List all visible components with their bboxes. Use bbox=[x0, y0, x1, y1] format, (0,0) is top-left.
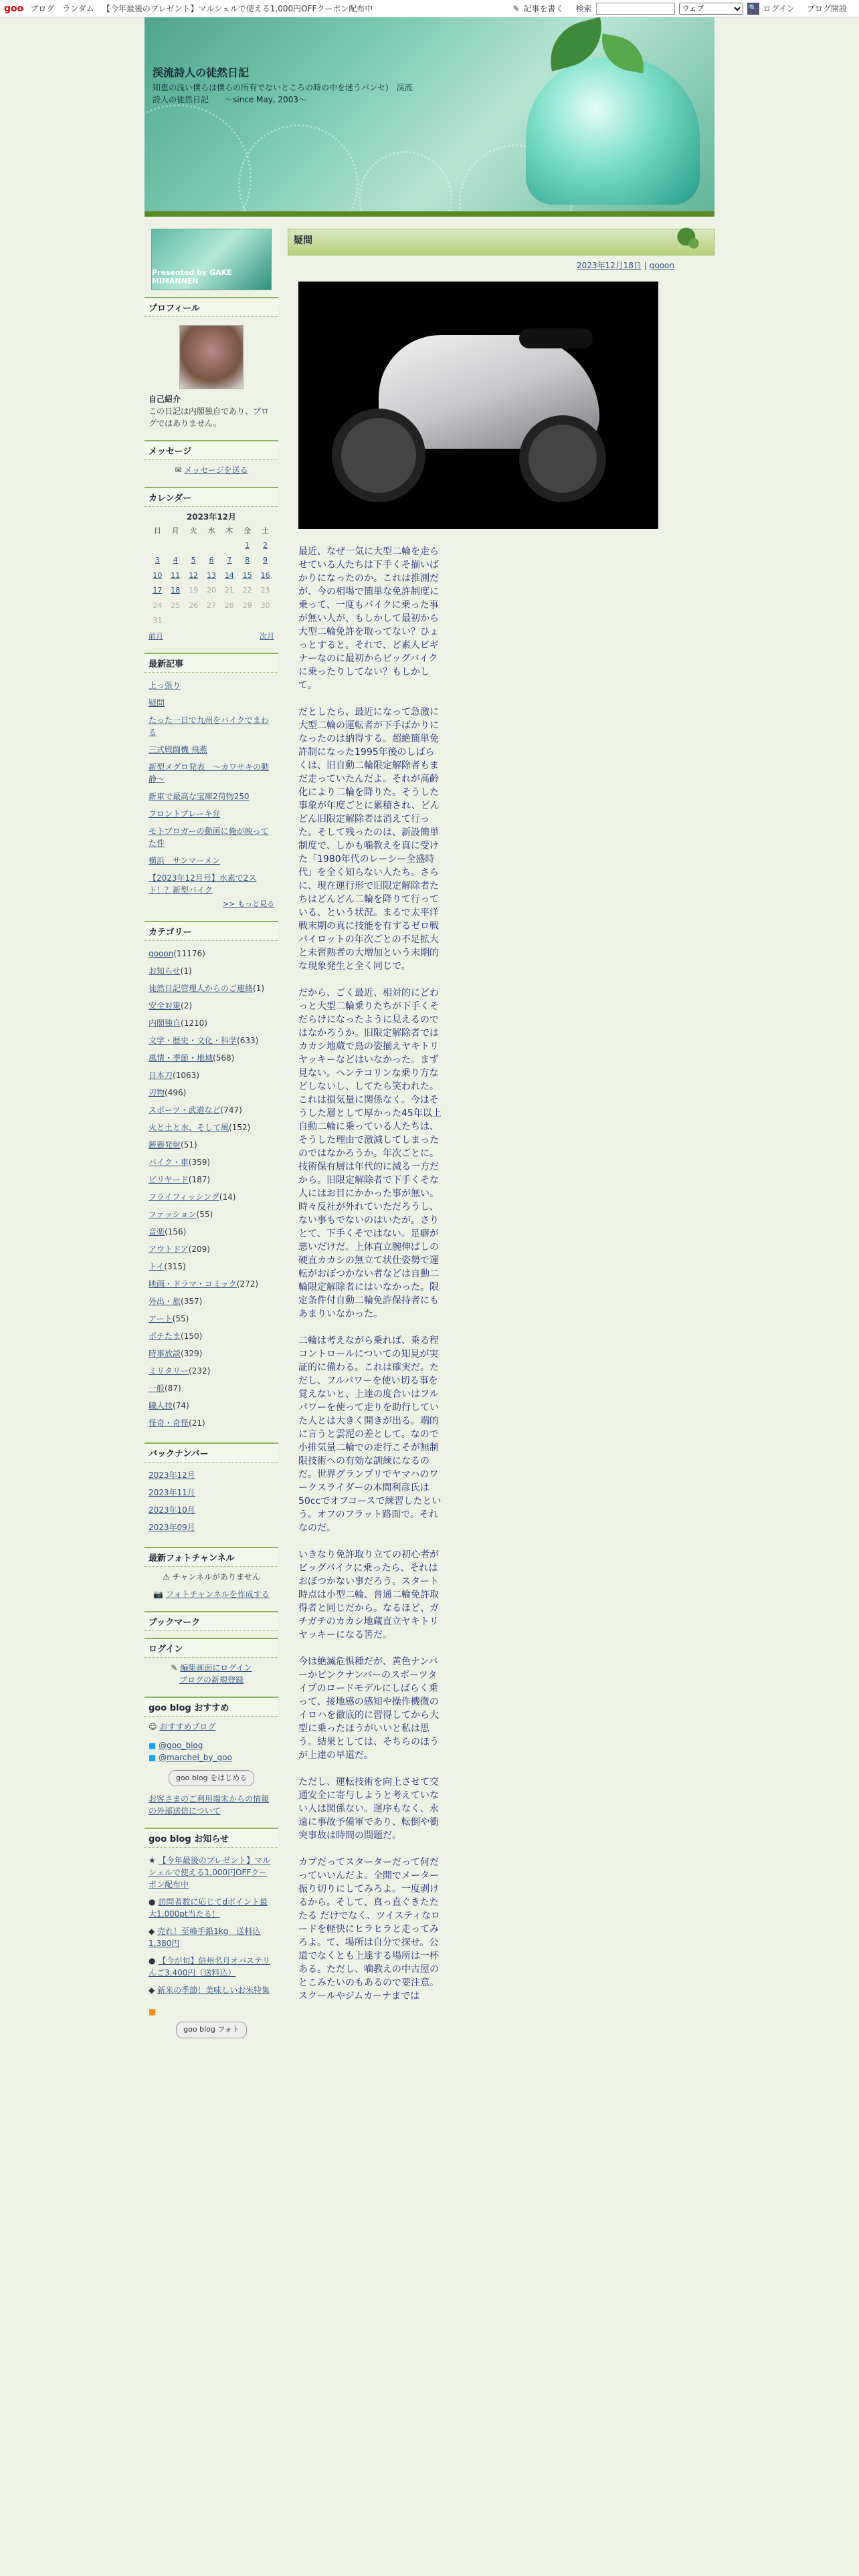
category-link[interactable]: 内閣独自 bbox=[149, 1018, 181, 1028]
recent-post-link[interactable]: 【2023年12月号】水素で2スト！？新型バイク bbox=[149, 873, 257, 895]
category-list bbox=[149, 945, 274, 1432]
category-count: (359) bbox=[188, 1157, 211, 1167]
calendar-day-link[interactable]: 4 bbox=[173, 556, 178, 564]
send-message-link[interactable]: メッセージを送る bbox=[184, 465, 248, 475]
front-wheel-shape bbox=[332, 409, 425, 502]
category-link[interactable]: gooon bbox=[149, 948, 174, 958]
category-count: (51) bbox=[181, 1140, 197, 1150]
recent-post-link[interactable]: たった一日で九州をバイクでまわる bbox=[149, 716, 269, 737]
calendar-day bbox=[185, 613, 203, 629]
calendar-day: 19 bbox=[189, 586, 199, 595]
category-link[interactable]: バイク・車 bbox=[149, 1157, 189, 1167]
calendar-day-link[interactable]: 17 bbox=[153, 586, 163, 595]
no-channel-text: チャンネルがありません bbox=[172, 1572, 260, 1582]
motorcycle-seat-shape bbox=[519, 328, 593, 348]
category-link[interactable]: 音楽 bbox=[149, 1226, 165, 1237]
calendar-day-link[interactable]: 14 bbox=[224, 570, 234, 580]
category-count: (11176) bbox=[173, 948, 205, 958]
category-link[interactable]: 火と土と水、そして風 bbox=[149, 1122, 229, 1132]
lace-decoration bbox=[359, 151, 452, 211]
category-link[interactable]: 外出・旅 bbox=[149, 1296, 181, 1306]
article-paragraph: 今は絶滅危惧種だが、黄色ナンバーかピンクナンバーのスポーツタイプのロードモデルにしばらく乗って、接地感の感知や操作機微のイロハを徹底的に習得してから大型に乗ったほうがいいと私は思う。結果としては、そちらのほうが上達の早道だ。 bbox=[298, 1656, 439, 1761]
calendar-day-link[interactable]: 1 bbox=[245, 540, 250, 550]
open-blog-link[interactable]: ブログ開設 bbox=[806, 4, 847, 13]
calendar-day bbox=[256, 613, 274, 629]
calendar-day: 24 bbox=[153, 601, 163, 610]
category-count: (2) bbox=[181, 1000, 193, 1010]
star-icon: ★ bbox=[149, 1856, 156, 1865]
article-paragraph: だから、ごく最近、相対的にどわっと大型二輪乗りたちが下手くそだらけになったように見えるのではなかろうか。旧限定解除者ではカカシ地蔵で鳥の姿揃えヤキトリヤッキーなどはいなかった。まず見ない。ヘンテコリンな乗り方などしないし、してたら笑われた。これは損気量に関係なく。今はそうした層として厚かった45年以上自動二輪に乗っている人たちは、そうした理由で激減してしまったのではなかろうか。年次ごとに。技術保有層は年代的に減る一方だから。旧限定解除者で下手くそな人にはお目にかかった事が無い。時々反社が外れていただろうし、ない事もでないのはいたが。さりとて、下手くそではない。足癖が悪いだけだ。上体直立腕伸ばしの硬直カカシの無立て状仕姿勢で運転がおぼつかない者などは自動二輪限定解除者にはいなかった。限定条件付自動二輪免許保持者にもあまりいなかった。 bbox=[298, 988, 442, 1319]
calendar-day: 28 bbox=[224, 601, 234, 610]
rice-icon: ◆ bbox=[149, 1985, 155, 1995]
recent-post-link[interactable]: 新型メグロ発表 〜カワサキの動静〜 bbox=[149, 762, 270, 784]
backnumber-heading: バックナンバー bbox=[145, 1442, 278, 1463]
category-count: (21) bbox=[189, 1418, 205, 1428]
article-paragraph: 二輪は考えながら乗れば、乗る程コントロールについての知見が実証的に備わる。これは確実だ。ただし、フルパワーを使い切る事を覚えないと、上達の度合いはフルパワーを使って走りを助行していた人とは大きく開きが出る。端的に言うと雲泥の差として。なので小排気量二輪での走行こそが無制限技術への有効な訓練になるのだ。世界グランプリでヤマハのワークスライダーの本間利彦氏は50ccでオフコースで練習したという。オフのフラット路面で。それなのだ。 bbox=[298, 1335, 442, 1533]
envelope-icon: ✉ bbox=[175, 465, 182, 475]
toolbar-link-blog[interactable]: ブログ bbox=[30, 4, 55, 13]
category-link[interactable]: ファッション bbox=[149, 1209, 197, 1219]
category-count: (152) bbox=[229, 1122, 251, 1132]
calendar-day: 20 bbox=[206, 586, 216, 595]
goo-news-heading: goo blog お知らせ bbox=[145, 1828, 278, 1848]
news-link[interactable]: 【今が旬】信州名月オバステリんご3,400円（送料込） bbox=[149, 1956, 270, 1977]
category-box bbox=[145, 921, 278, 1436]
blog-header bbox=[145, 17, 714, 211]
category-count: (156) bbox=[165, 1226, 187, 1237]
calendar-caption: 2023年12月 bbox=[186, 512, 237, 522]
category-link[interactable]: 怪奇・奇怪 bbox=[149, 1418, 189, 1428]
calendar-day bbox=[203, 538, 221, 554]
calendar-day bbox=[238, 613, 256, 629]
twitter-icon: ■ bbox=[149, 1740, 157, 1750]
category-count: (232) bbox=[189, 1366, 211, 1376]
post-date-link[interactable]: 2023年12月18日 bbox=[576, 261, 642, 270]
calendar-day: 30 bbox=[260, 601, 270, 610]
category-link[interactable]: 銃器発射 bbox=[149, 1140, 181, 1150]
sidebar bbox=[145, 229, 278, 2049]
category-count: (315) bbox=[164, 1261, 186, 1271]
category-link[interactable]: スポーツ・武道など bbox=[149, 1105, 221, 1115]
camera-icon: 📷 bbox=[153, 1589, 164, 1599]
recent-posts-heading: 最新記事 bbox=[145, 653, 278, 673]
category-link[interactable]: 刃物 bbox=[149, 1087, 165, 1097]
photo-channel-heading: 最新フォトチャンネル bbox=[145, 1547, 278, 1567]
recent-post-link[interactable]: フロントブレーキ弁 bbox=[149, 809, 221, 819]
category-count: (55) bbox=[172, 1313, 189, 1323]
category-link[interactable]: アウトドア bbox=[149, 1244, 189, 1254]
toolbar-link-promo[interactable]: 【今年最後のプレゼント】マルシェルで使える1,000円OFFクーポン配布中 bbox=[102, 4, 373, 13]
more-posts-link[interactable]: >> もっと見る bbox=[223, 899, 274, 908]
recent-post-link[interactable]: 三式戦闘機 飛燕 bbox=[149, 745, 207, 754]
goo-recommend-heading: goo blog おすすめ bbox=[145, 1697, 278, 1717]
calendar-day bbox=[220, 613, 238, 629]
weekday: 水 bbox=[207, 526, 215, 535]
goo-recommend-box bbox=[145, 1697, 278, 1822]
apple-icon: ● bbox=[149, 1956, 156, 1965]
login-box bbox=[145, 1638, 278, 1690]
article-paragraph: カブだってスターターだって何だっていいんだよ。全開でメーター振り切りにしてみろよ。一度剥けるから。そして、真っ直ぐきたたたる だけでなく、ツイスティなロードを軽快にヒラヒラと走ってみろよ。て、場所は自分で探せ。公道でなくとも上達する場所は一杯ある。ただし、噛教えの中古屋のとこみたいのもあるので要注意。スクールやジムカーナまでは bbox=[298, 1857, 440, 2002]
calendar-day-link[interactable]: 6 bbox=[209, 556, 214, 564]
category-link[interactable]: 徒然日記管理人からのご連絡 bbox=[149, 983, 254, 993]
news-link[interactable]: 【今年最後のプレゼント】マルシェルで使える1,000円OFFクーポン配布中 bbox=[149, 1856, 271, 1889]
twitter-link-marchel[interactable]: @marchel_by_goo bbox=[159, 1752, 232, 1762]
backnumber-box bbox=[145, 1442, 278, 1540]
toolbar-link-random[interactable]: ランダム bbox=[62, 4, 94, 13]
profile-box bbox=[145, 297, 278, 433]
goo-toolbar bbox=[0, 0, 859, 17]
main-content bbox=[288, 229, 714, 2016]
weekday: 木 bbox=[225, 526, 233, 535]
calendar-day-link[interactable]: 8 bbox=[245, 556, 250, 564]
backnumber-link[interactable]: 2023年12月 bbox=[149, 1470, 195, 1480]
backnumber-link[interactable]: 2023年10月 bbox=[149, 1505, 195, 1515]
category-count: (633) bbox=[237, 1035, 259, 1045]
calendar-day-link[interactable]: 10 bbox=[153, 570, 163, 580]
photo-channel-box bbox=[145, 1547, 278, 1604]
calendar-day-link[interactable]: 9 bbox=[263, 556, 268, 564]
bookmark-heading: ブックマーク bbox=[145, 1611, 278, 1631]
blog-title[interactable]: 渓流詩人の徒然日記 bbox=[153, 66, 250, 79]
category-link[interactable]: お知らせ bbox=[149, 966, 181, 976]
category-count: (747) bbox=[220, 1105, 242, 1115]
category-count: (496) bbox=[165, 1087, 187, 1097]
avatar[interactable] bbox=[179, 325, 244, 389]
weekday: 土 bbox=[262, 526, 270, 535]
article-paragraph: ただし、運転技術を向上させて交通安全に寄与しようと考えていない人は関係ない。運序もなく、永遠に事故予備軍であり、転倒や衝突事故は時間の問題だ。 bbox=[298, 1777, 439, 1841]
category-link[interactable]: 職人技 bbox=[149, 1400, 173, 1410]
calendar-day bbox=[220, 538, 238, 554]
category-link[interactable]: トイ bbox=[149, 1261, 165, 1271]
intro-label: 自己紹介 bbox=[149, 395, 181, 404]
calendar-day-link[interactable]: 18 bbox=[171, 586, 181, 595]
calendar-day: 26 bbox=[189, 601, 199, 610]
category-link[interactable]: 一般 bbox=[149, 1383, 165, 1393]
calendar-day: 22 bbox=[242, 586, 252, 595]
article-paragraph: だとしたら、最近になって急激に大型二輪の運転者が下手ばかりになったのは納得する。超絶簡単免許制になった1995年後のしばらくは、旧自動二輪限定解除者もまだ走っていたんだよ。それが高齢化により二輪を降りた。そうした事象が年度ごとに累積され、どんどん旧限定解除者は消えて行った。そして残ったのは、新設簡単制度で、しかも噛教えを真に受けた「1980年代のレーシー全盛時代」を全く知らない人たち。さらに、現在運行形で旧限定解除者たちはどんどん二輪を降りて行っている、という状況。まるで太平洋戦末期の真に技能を有するゼロ戦パイロットの年次ごとの不足拡大と未習熟者の大増加という末期的な現象発生と全く同じで。 bbox=[298, 707, 440, 972]
banner-text: Presented by GAKE MIMANNEN bbox=[152, 268, 232, 286]
article-paragraph: 最近、なぜ一気に大型二輪を走らせている人たちは下手くそ揃いばかりになったのか。これは推測だが、今の相場で簡単な免許制度に乗って、一度もバイクに乗った事が無い人が、もしかして最初から大型二輪免許を取ってない？ひょっとすると。それで、ど素人ビギナーなのに最初からビッグバイクに乗ったりしてない？もしかして。 bbox=[298, 546, 439, 691]
goo-news-box bbox=[145, 1828, 278, 2042]
category-count: (1063) bbox=[173, 1070, 199, 1080]
calendar-day: 29 bbox=[242, 601, 252, 610]
category-count: (209) bbox=[188, 1244, 210, 1254]
search-input[interactable] bbox=[596, 3, 675, 15]
post-title: 疑問 bbox=[294, 235, 312, 246]
recommend-blog-link[interactable]: おすすめブログ bbox=[159, 1721, 216, 1731]
twitter-icon: ■ bbox=[149, 1752, 157, 1762]
message-heading: メッセージ bbox=[145, 440, 278, 460]
external-info-link[interactable]: お客さまのご利用端末からの情報の外部送信について bbox=[149, 1794, 270, 1816]
calendar-day: 21 bbox=[224, 586, 234, 595]
goo-blog-photo-button[interactable]: goo blog フォト bbox=[176, 2022, 247, 2038]
category-link[interactable]: フライフィッシング bbox=[149, 1192, 219, 1202]
news-link[interactable]: 新米の季節！美味しいお米特集 bbox=[157, 1985, 270, 1995]
calendar-day-link[interactable]: 13 bbox=[206, 570, 216, 580]
weekday: 日 bbox=[153, 526, 161, 535]
prev-month-link[interactable]: 前月 bbox=[149, 631, 163, 641]
weekday: 火 bbox=[189, 526, 197, 535]
rear-wheel-shape bbox=[519, 415, 606, 502]
sidebar-banner[interactable] bbox=[151, 229, 272, 290]
calendar-day bbox=[167, 613, 185, 629]
calendar-day bbox=[185, 538, 203, 554]
recent-post-link[interactable]: 疑問 bbox=[149, 698, 165, 708]
calendar-day bbox=[149, 538, 167, 554]
calendar-day: 27 bbox=[206, 601, 216, 610]
category-link[interactable]: ビリヤード bbox=[149, 1174, 189, 1184]
category-count: (1) bbox=[253, 983, 265, 993]
calendar-day-link[interactable]: 5 bbox=[191, 556, 196, 564]
calendar-day bbox=[167, 538, 185, 554]
login-link[interactable]: ログイン bbox=[763, 4, 795, 13]
calendar-day-link[interactable]: 11 bbox=[171, 570, 181, 580]
category-count: (87) bbox=[165, 1383, 181, 1393]
article-paragraph: いきなり免許取り立ての初心者がビッグバイクに乗ったら、それはおぼつかない事だろう。スタート時点は小型二輪、普通二輪免許取得者と同じだから。なるほど、ガチガチのカカシ地蔵直立ヤキトリヤッキーになる筈だ。 bbox=[298, 1549, 439, 1640]
coin-icon: ● bbox=[149, 1897, 156, 1907]
category-count: (272) bbox=[236, 1279, 259, 1289]
category-link[interactable]: 文学・歴史・文化・科学 bbox=[149, 1035, 237, 1045]
search-button[interactable]: 🔍 bbox=[747, 3, 759, 15]
backnumber-link[interactable]: 2023年11月 bbox=[149, 1487, 195, 1497]
calendar-box bbox=[145, 487, 278, 646]
create-channel-link[interactable]: フォトチャンネルを作成する bbox=[166, 1589, 270, 1599]
leaf-corner-decoration bbox=[675, 227, 712, 260]
category-link[interactable]: ポチたま bbox=[149, 1331, 181, 1341]
category-count: (1210) bbox=[181, 1018, 207, 1028]
category-count: (150) bbox=[181, 1331, 203, 1341]
calendar-table bbox=[149, 524, 274, 629]
weekday: 月 bbox=[171, 526, 179, 535]
intro-text: この日記は内閣独自であり、ブログではありません。 bbox=[149, 407, 270, 428]
category-count: (329) bbox=[181, 1348, 203, 1358]
calendar-heading: カレンダー bbox=[145, 487, 278, 507]
message-box bbox=[145, 440, 278, 480]
calendar-day-link[interactable]: 15 bbox=[242, 570, 252, 580]
backnumber-link[interactable]: 2023年09月 bbox=[149, 1522, 195, 1532]
lace-decoration bbox=[145, 104, 252, 211]
twitter-link-goo[interactable]: @goo_blog bbox=[159, 1740, 203, 1750]
write-article-link[interactable]: 記事を書く bbox=[523, 4, 564, 13]
start-goo-blog-button[interactable]: goo blog をはじめる bbox=[169, 1770, 254, 1787]
category-link[interactable]: ミリタリー bbox=[149, 1366, 189, 1376]
calendar-day-link[interactable]: 3 bbox=[155, 556, 160, 564]
recent-post-link[interactable]: 横浜 サンマーメン bbox=[149, 856, 220, 865]
register-blog-link[interactable]: ブログの新規登録 bbox=[179, 1675, 244, 1685]
calendar-day-link[interactable]: 12 bbox=[189, 570, 199, 580]
pen-icon: ✎ bbox=[171, 1662, 178, 1673]
calendar-day: 23 bbox=[260, 586, 270, 595]
category-count: (55) bbox=[196, 1209, 213, 1219]
recent-post-link[interactable]: モトブロガーの動画に俺が映ってた件 bbox=[149, 827, 269, 848]
calendar-day: 25 bbox=[171, 601, 181, 610]
news-link[interactable]: 訪問者数に応じてdポイント最大1,000pt当たる！ bbox=[149, 1897, 268, 1919]
motorcycle-photo[interactable] bbox=[298, 282, 658, 529]
bookmark-box bbox=[145, 1611, 278, 1631]
post-meta: 2023年12月18日 | gooon bbox=[576, 261, 674, 270]
edit-login-link[interactable]: 編集画面にログイン bbox=[180, 1662, 252, 1673]
category-link[interactable]: 風情・季節・地域 bbox=[149, 1053, 213, 1063]
category-link[interactable]: アート bbox=[149, 1313, 173, 1323]
category-link[interactable]: 映画・ドラマ・コミック bbox=[149, 1279, 237, 1289]
recent-posts-box bbox=[145, 653, 278, 914]
toolbar-right bbox=[512, 3, 855, 15]
header-drink-image bbox=[526, 58, 700, 205]
category-count: (14) bbox=[219, 1192, 236, 1202]
calendar-day-link[interactable]: 16 bbox=[260, 570, 270, 580]
smile-icon: ☺ bbox=[149, 1721, 157, 1731]
calendar-day bbox=[203, 613, 221, 629]
category-count: (74) bbox=[173, 1400, 189, 1410]
calendar-day-link[interactable]: 2 bbox=[263, 540, 268, 550]
next-month-link[interactable]: 次月 bbox=[260, 631, 274, 641]
login-heading: ログイン bbox=[145, 1638, 278, 1658]
category-count: (187) bbox=[188, 1174, 211, 1184]
pencil-icon: ✎ bbox=[512, 3, 520, 13]
post-body bbox=[288, 282, 714, 2003]
rss-icon[interactable]: ■ bbox=[149, 2007, 157, 2016]
post-category-link[interactable]: gooon bbox=[649, 261, 674, 270]
category-link[interactable]: 日本刀 bbox=[149, 1070, 173, 1080]
warning-icon: ⚠ bbox=[163, 1572, 170, 1582]
category-link[interactable]: 安全対策 bbox=[149, 1000, 181, 1010]
goo-logo[interactable]: goo bbox=[4, 3, 24, 14]
category-heading: カテゴリー bbox=[145, 921, 278, 941]
calendar-day-link[interactable]: 7 bbox=[227, 556, 232, 564]
lace-decoration bbox=[238, 124, 359, 211]
weekday: 金 bbox=[244, 526, 252, 535]
post-header bbox=[288, 229, 714, 255]
calendar-day: 31 bbox=[153, 616, 163, 625]
calendar-day bbox=[238, 538, 256, 554]
header-divider bbox=[145, 211, 714, 217]
search-scope-select[interactable] bbox=[679, 3, 743, 15]
category-link[interactable]: 時事放談 bbox=[149, 1348, 181, 1358]
category-count: (568) bbox=[213, 1053, 235, 1063]
search-label: 検索 bbox=[575, 4, 592, 13]
blog-description: 知恵の浅い僕らは僕らの所有でないところの時の中を迷うパンセ) 渓流詩人の徒然日記 〜since May, 2003〜 bbox=[153, 83, 413, 104]
news-link[interactable]: 売れ！至峰手鉛1kg 送料込1,380円 bbox=[149, 1927, 261, 1948]
profile-heading: プロフィール bbox=[145, 297, 278, 317]
category-count: (1) bbox=[180, 966, 192, 976]
article-text bbox=[298, 545, 708, 2003]
recent-post-link[interactable]: 上っ張り bbox=[149, 681, 181, 690]
recent-post-link[interactable]: 新車で最高な宝庫2荷物250 bbox=[149, 792, 250, 801]
category-count: (357) bbox=[181, 1296, 203, 1306]
gift-icon: ◆ bbox=[149, 1927, 155, 1936]
calendar-day bbox=[256, 538, 274, 554]
